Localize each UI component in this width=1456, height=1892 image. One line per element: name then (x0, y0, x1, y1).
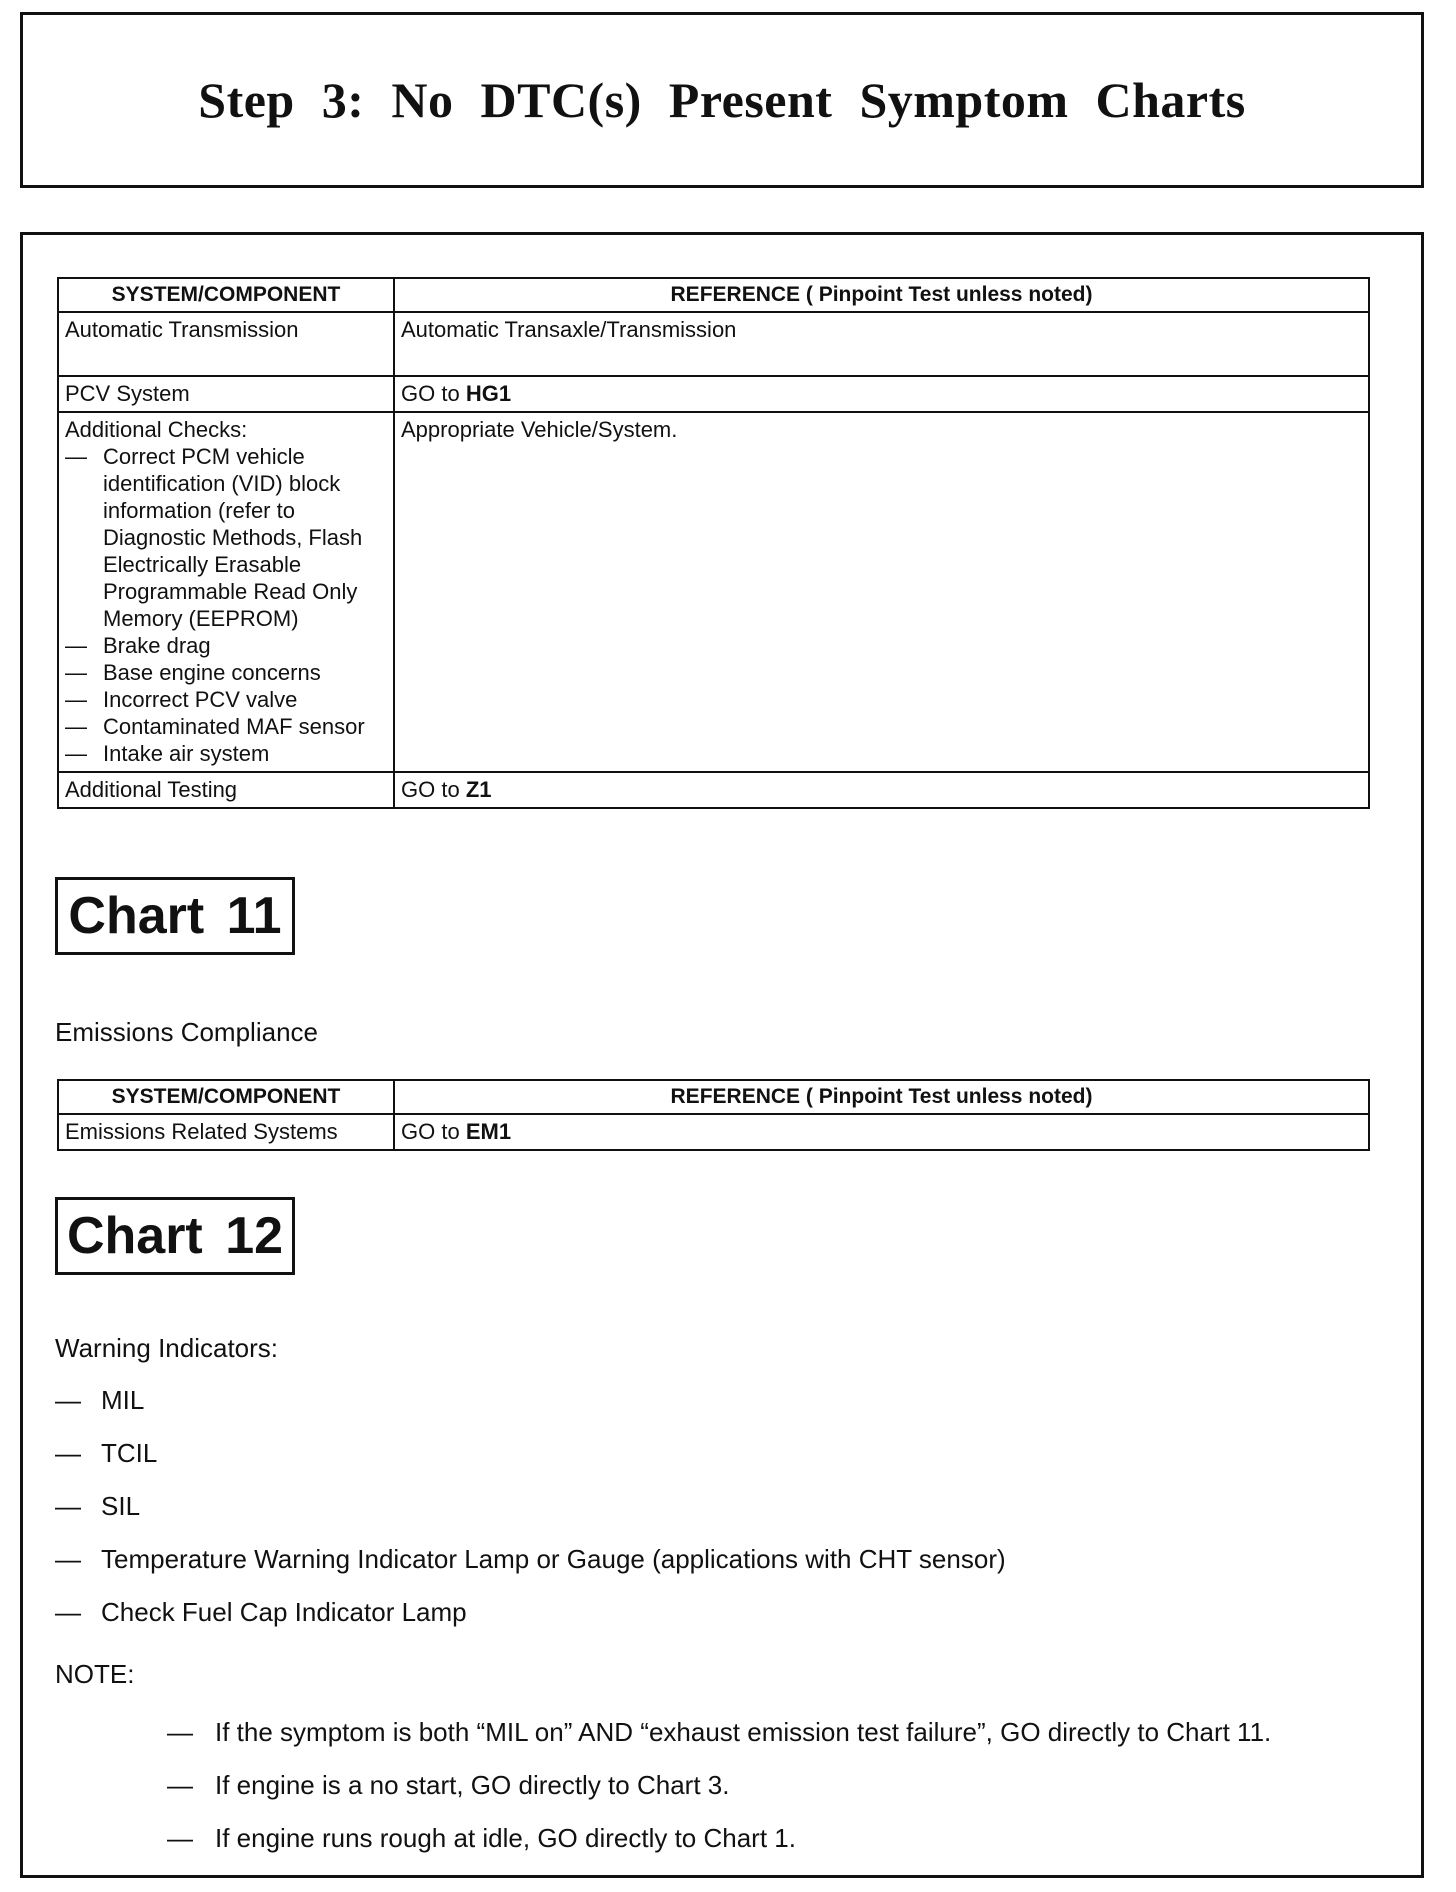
page-title-box (20, 12, 1424, 188)
reference-cell (394, 772, 1369, 808)
reference-prefix: GO to (401, 777, 460, 802)
list-item: — Intake air system (65, 740, 385, 767)
system-cell (58, 412, 394, 772)
system-cell: Emissions Related Systems (58, 1114, 394, 1150)
column-header-system: SYSTEM/COMPONENT (58, 278, 394, 312)
list-item: — Brake drag (65, 632, 385, 659)
list-item: — If engine is a no start, GO directly to Chart 3. (167, 1768, 1271, 1821)
list-item: — TCIL (55, 1436, 1006, 1489)
pinpoint-test-code: Z1 (465, 777, 492, 802)
pinpoint-test-code: EM1 (465, 1119, 512, 1144)
list-item: — Correct PCM vehicle identification (VID) block information (refer to Diagnostic Methods, Flash Electrically Erasable Programmable Read Only Memory (EEPROM) (65, 443, 385, 632)
table-row (58, 772, 1369, 808)
table-header-row (58, 278, 1369, 312)
content-frame (20, 232, 1424, 1878)
chart-12-label: Chart 12 (55, 1197, 295, 1275)
checks-list (65, 443, 385, 767)
reference-cell: Appropriate Vehicle/System. (394, 412, 1369, 772)
table-row (58, 412, 1369, 772)
column-header-system: SYSTEM/COMPONENT (58, 1080, 394, 1114)
column-header-reference: REFERENCE ( Pinpoint Test unless noted) (394, 278, 1369, 312)
note-label: NOTE: (55, 1659, 135, 1689)
reference-cell: Automatic Transaxle/Transmission (394, 312, 1369, 376)
list-item: — Base engine concerns (65, 659, 385, 686)
list-item: — Incorrect PCV valve (65, 686, 385, 713)
warning-indicators-list (55, 1383, 1006, 1648)
list-item: — SIL (55, 1489, 1006, 1542)
reference-prefix: GO to (401, 381, 460, 406)
list-item: — MIL (55, 1383, 1006, 1436)
list-item: — Contaminated MAF sensor (65, 713, 385, 740)
symptom-table (57, 277, 1370, 809)
list-item: — If engine runs rough at idle, GO directly to Chart 1. (167, 1821, 1271, 1874)
table-header-row (58, 1080, 1369, 1114)
list-item: — If the symptom is both “MIL on” AND “exhaust emission test failure”, GO directly to Chart 11. (167, 1715, 1271, 1768)
table-row (58, 312, 1369, 376)
list-item: — Temperature Warning Indicator Lamp or Gauge (applications with CHT sensor) (55, 1542, 1006, 1595)
system-cell: PCV System (58, 376, 394, 412)
reference-prefix: GO to (401, 1119, 460, 1144)
reference-cell (394, 1114, 1369, 1150)
system-cell: Additional Testing (58, 772, 394, 808)
chart-11-subtitle: Emissions Compliance (55, 1017, 318, 1047)
emissions-table (57, 1079, 1370, 1151)
notes-list (167, 1715, 1271, 1874)
table-row (58, 376, 1369, 412)
pinpoint-test-code: HG1 (465, 381, 512, 406)
page-title: Step 3: No DTC(s) Present Symptom Charts (198, 72, 1246, 128)
chart-11-label: Chart 11 (55, 877, 295, 955)
warning-indicators-heading: Warning Indicators: (55, 1333, 279, 1363)
table-row (58, 1114, 1369, 1150)
system-cell: Automatic Transmission (58, 312, 394, 376)
reference-cell (394, 376, 1369, 412)
column-header-reference: REFERENCE ( Pinpoint Test unless noted) (394, 1080, 1369, 1114)
additional-checks-heading: Additional Checks: (65, 417, 248, 442)
list-item: — Check Fuel Cap Indicator Lamp (55, 1595, 1006, 1648)
